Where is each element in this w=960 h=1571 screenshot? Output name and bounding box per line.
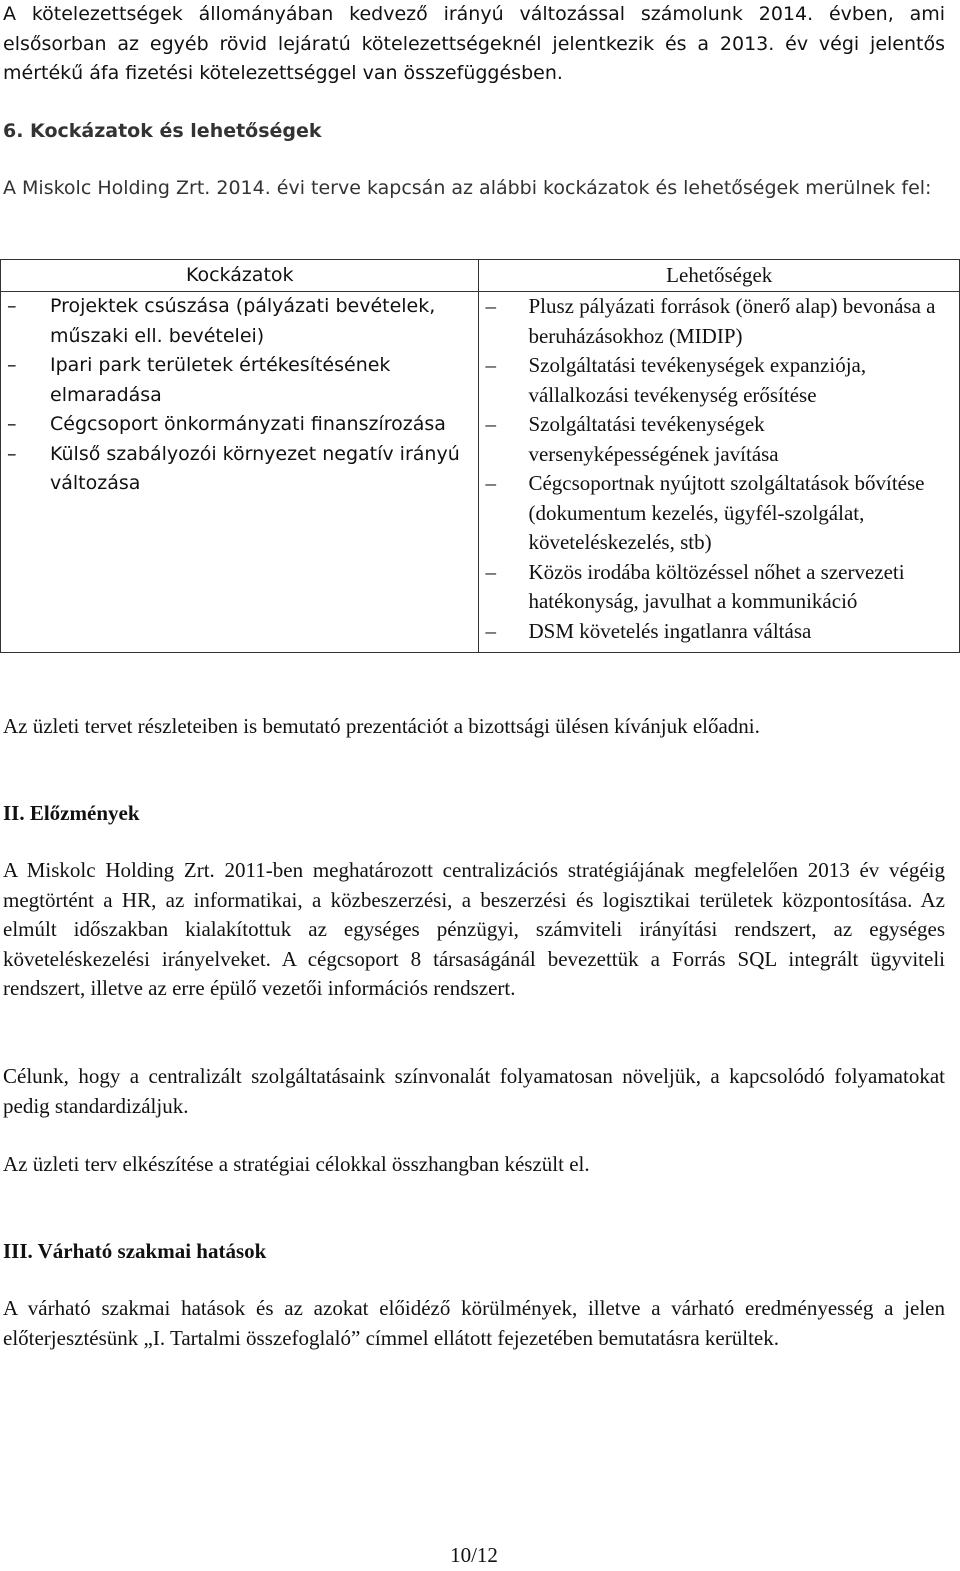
list-item [479,410,949,469]
list-item [479,351,949,410]
list-item [479,617,949,647]
section-lead-paragraph: A Miskolc Holding Zrt. 2014. évi terve kapcsán az alábbi kockázatok és lehetőségek merülnek fel: [3,177,932,199]
list-item [1,292,468,351]
risk-text: Cégcsoport önkormányzati finanszírozása [50,413,446,435]
opportunity-text: Cégcsoportnak nyújtott szolgáltatások bővítése (dokumentum kezelés, ügyfél-szolgálat, követeléskezelés, stb) [528,471,925,554]
dash-bullet: – [7,442,17,465]
opportunity-text: Szolgáltatási tevékenységek expanziója, vállalkozási tevékenység erősítése [528,353,867,407]
expected-effects-paragraph: A várható szakmai hatások és az azokat előidéző körülmények, illetve a várható eredményesség a jelen előterjesztésünk „I. Tartalmi összefoglaló” címmel ellátott fejezetében bemutatásra kerültek. [3,1296,945,1350]
presentation-note: Az üzleti tervet részleteiben is bemutató prezentációt a bizottsági ülésen kívánjuk előadni. [3,714,760,738]
background-paragraph-1: A Miskolc Holding Zrt. 2011-ben meghatározott centralizációs stratégiájának megfelelően 2013 év végéig megtörtént a HR, az informatikai, a közbeszerzési, a beszerzési és logisztikai területek központosítása. Az elmúlt időszakban kialakítottuk az egységes pénzügyi, számviteli irányítási rendszert, az egységes követeléskezelési irányelveket. A cégcsoport 8 társaságánál bevezettük a Forrás SQL integrált ügyviteli rendszert, illetve az erre épülő vezetői információs rendszert. [3,858,945,1000]
dash-bullet: – [485,618,496,643]
list-item [1,351,468,410]
intro-paragraph: A kötelezettségek állományában kedvező irányú változással számolunk 2014. évben, ami elsősorban az egyéb rövid lejáratú kötelezettségeknél jelentkezik és a 2013. év végi jelentős mértékű áfa fizetési kötelezettséggel van összefüggésben. [3,3,945,84]
opportunities-column-header: Lehetőségek [479,260,960,292]
section-heading-expected-effects: III. Várható szakmai hatások [3,1239,267,1263]
list-item [1,440,468,499]
dash-bullet: – [7,295,17,317]
opportunities-list [479,292,959,652]
opportunity-text: DSM követelés ingatlanra váltása [528,618,812,643]
risks-list [1,292,478,505]
section-heading-risks: 6. Kockázatok és lehetőségek [3,120,322,142]
background-paragraph-2: Célunk, hogy a centralizált szolgáltatásaink színvonalát folyamatosan növeljük, a kapcsolódó folyamatokat pedig standardizáljuk. [3,1064,945,1118]
opportunity-text: Szolgáltatási tevékenységek versenyképességének javítása [528,412,779,466]
risks-column-header: Kockázatok [1,260,479,292]
background-paragraph-3: Az üzleti terv elkészítése a stratégiai célokkal összhangban készült el. [3,1152,590,1176]
list-item [479,469,949,558]
list-item [1,410,468,440]
dash-bullet: – [485,412,496,436]
opportunity-text: Plusz pályázati források (önerő alap) bevonása a beruházásokhoz (MIDIP) [528,294,936,348]
list-item [479,558,949,617]
risks-opportunities-table [0,259,960,653]
risks-cell [1,292,479,653]
opportunities-cell [479,292,960,653]
dash-bullet: – [485,294,496,318]
dash-bullet: – [485,559,496,584]
dash-bullet: – [7,413,17,435]
dash-bullet: – [485,353,496,377]
risk-text: Ipari park területek értékesítésének elmaradása [50,354,391,406]
dash-bullet: – [7,354,17,376]
section-heading-background: II. Előzmények [3,801,140,825]
dash-bullet: – [485,471,496,495]
page-number: 10/12 [450,1543,498,1567]
risk-text: Külső szabályozói környezet negatív irányú változása [50,442,460,494]
opportunity-text: Közös irodába költözéssel nőhet a szervezeti hatékonyság, javulhat a kommunikáció [528,559,905,613]
list-item [479,292,949,351]
risk-text: Projektek csúszása (pályázati bevételek, műszaki ell. bevételei) [50,295,436,347]
